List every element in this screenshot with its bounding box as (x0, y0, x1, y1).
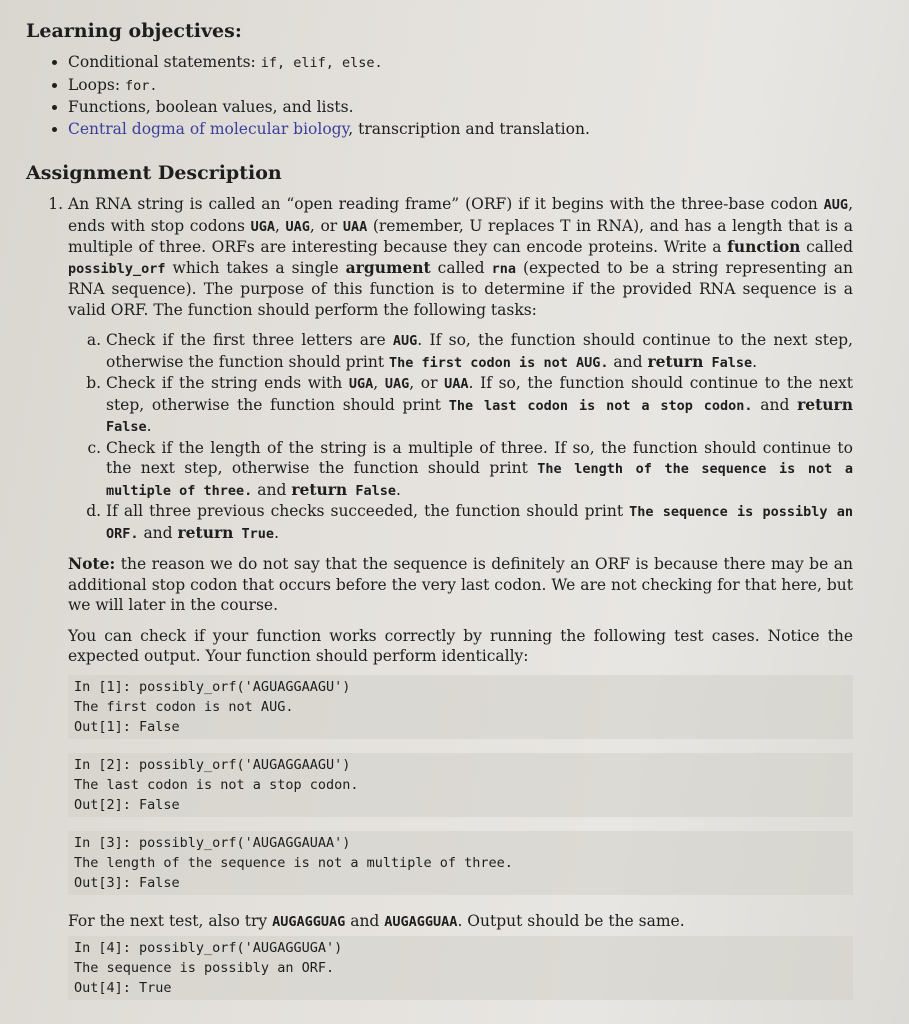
list-item: • Functions, boolean values, and lists. (68, 97, 853, 119)
subtask-c: c. Check if the length of the string is a multiple of three. If so, the function should continue to the next step, otherwise the function should print The length of the sequence is not a multiple of three. and return False. (106, 438, 853, 502)
subtask-a: a. Check if the first three letters are AUG. If so, the function should continue to the next step, otherwise the function should print The first codon is not AUG. and return False. (106, 330, 853, 373)
test-case-2: In [2]: possibly_orf('AUGAGGAAGU') The last codon is not a stop codon. Out[2]: False (68, 753, 853, 817)
test-case-3: In [3]: possibly_orf('AUGAGGAUAA') The length of the sequence is not a multiple of three. Out[3]: False (68, 831, 853, 895)
assignment-heading: Assignment Description (26, 162, 282, 184)
list-item: • Conditional statements: if, elif, else. (68, 52, 853, 75)
test-case-4: In [4]: possibly_orf('AUGAGGUGA') The sequence is possibly an ORF. Out[4]: True (68, 936, 853, 1000)
list-item: • Central dogma of molecular biology, transcription and translation. (68, 119, 853, 141)
test-case-1: In [1]: possibly_orf('AGUAGGAAGU') The first codon is not AUG. Out[1]: False (68, 675, 853, 739)
check-paragraph: You can check if your function works correctly by running the following test cases. Notice the expected output. Your function should perform identically: (68, 626, 853, 665)
task-list (26, 194, 853, 544)
note-paragraph: Note: the reason we do not say that the sequence is definitely an ORF is because there may be an additional stop codon that occurs before the very last codon. We are not checking for that here, but we will later in the course. (68, 554, 853, 614)
next-test-paragraph: For the next test, also try AUGAGGUAG and AUGAGGUAA. Output should be the same. (68, 911, 685, 930)
task-item: 1. An RNA string is called an “open reading frame” (ORF) if it begins with the three-base codon AUG, ends with stop codons UGA, UAG, or UAA (remember, U replaces T in RNA), and has a length that is a multiple of three. ORFs are interesting because they can encode proteins. Write a function called possibly_orf which takes a single argument called rna (expected to be a string representing an RNA sequence). The purpose of this function is to determine if the provided RNA sequence is a valid ORF. The function should perform the following tasks: a. Check if the first three letters are AUG. If so, the function should continue to the next step, otherwise the function should print The first codon is not AUG. and return False. b. Check if the string ends with UGA, UAG, or UAA. If so, the function should continue to the next step, otherwise the function should print The last codon is not a stop codon. and return False. c. Check if the length of the string is a multiple of three. If so, the function should continue to the next step, otherwise the function should print The length of the sequence is not a multiple of three. and return False. d. If all three previous checks succeeded, the function should print The sequence is possibly an ORF. and return True. (68, 194, 853, 544)
list-item: • Loops: for. (68, 75, 853, 98)
learning-objectives-heading: Learning objectives: (26, 20, 242, 42)
subtask-b: b. Check if the string ends with UGA, UAG, or UAA. If so, the function should continue to the next step, otherwise the function should print The last codon is not a stop codon. and return False. (106, 373, 853, 438)
objectives-list (26, 52, 853, 140)
central-dogma-link[interactable]: Central dogma of molecular biology (68, 119, 349, 138)
subtask-d: d. If all three previous checks succeeded, the function should print The sequence is possibly an ORF. and return True. (106, 501, 853, 544)
subtask-list (68, 330, 853, 544)
